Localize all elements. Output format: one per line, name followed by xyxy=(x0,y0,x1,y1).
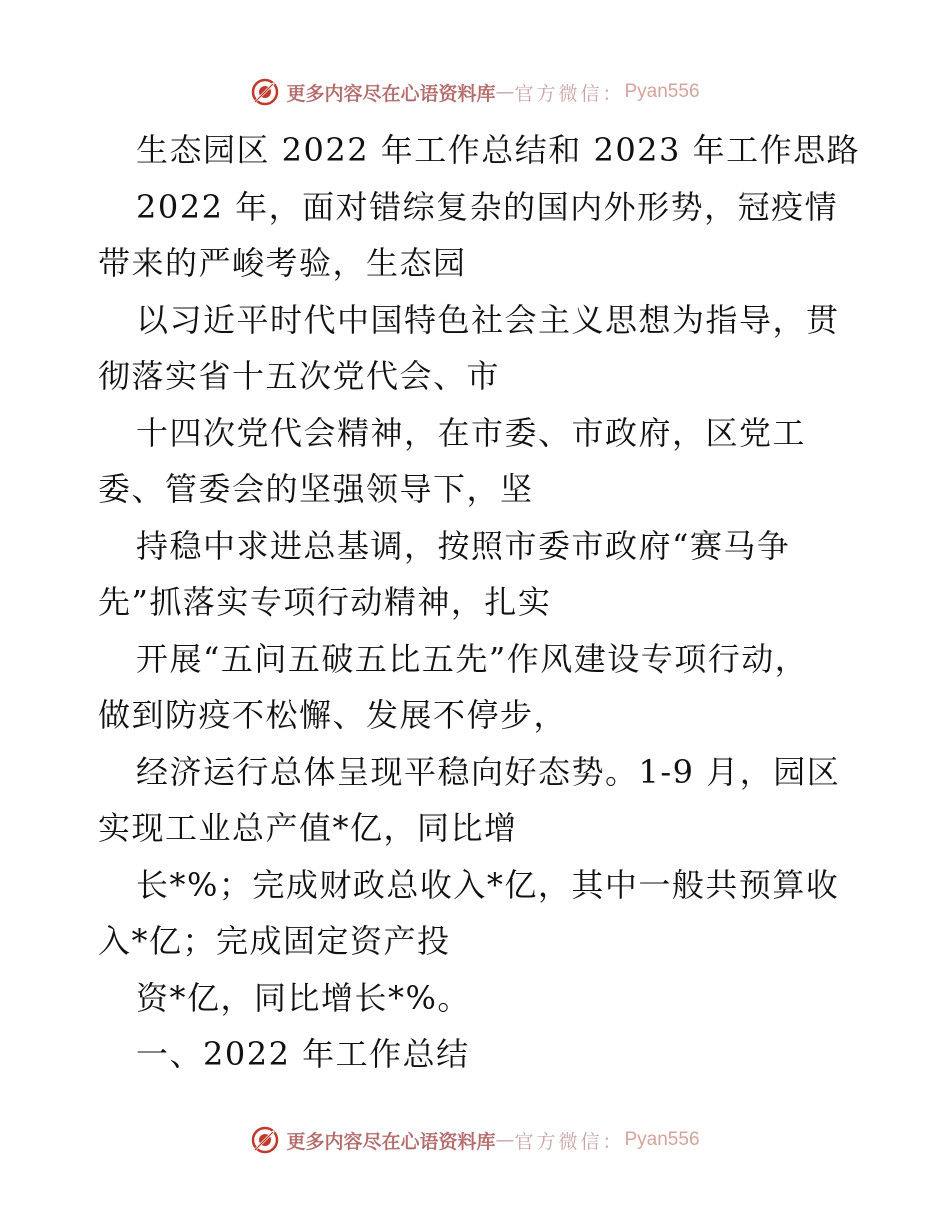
text-line: 入*亿；完成固定资产投 xyxy=(98,922,451,960)
text-line: 2022 年，面对错综复杂的国内外形势，冠疫情 xyxy=(136,187,839,226)
text-line: 一、2022 年工作总结 xyxy=(136,1035,470,1073)
watermark-main-text: 更多内容尽在心语资料库 xyxy=(286,82,496,105)
text-line: 经济运行总体呈现平稳向好态势。1-9 月，园区 xyxy=(136,752,841,791)
watermark-dash: — xyxy=(495,81,515,103)
header-watermark xyxy=(0,72,950,112)
watermark-label: 官方微信： xyxy=(514,82,625,105)
footer-watermark xyxy=(0,1120,950,1160)
text-line: 资*亿，同比增长*%。 xyxy=(136,978,471,1017)
document-title: 生态园区 2022 年工作总结和 2023 年工作思路 xyxy=(136,131,861,169)
document-body xyxy=(98,122,861,1083)
watermark-wechat-id: Pyan556 xyxy=(624,81,700,102)
text-line: 十四次党代会精神，在市委、市政府，区党工 xyxy=(136,413,807,452)
text-line: 彻落实省十五次党代会、市 xyxy=(98,357,501,395)
text-line: 开展“五问五破五比五先”作风建设专项行动， xyxy=(136,639,809,678)
text-line: 带来的严峻考验，生态园 xyxy=(98,244,467,282)
watermark-main-text: 更多内容尽在心语资料库 xyxy=(286,1130,496,1153)
watermark-label: 官方微信： xyxy=(514,1130,625,1153)
text-line: 长*%；完成财政总收入*亿，其中一般共预算收 xyxy=(136,865,840,904)
text-line: 先”抓落实专项行动精神，扎实 xyxy=(98,583,552,621)
text-line: 委、管委会的坚强领导下，坚 xyxy=(98,470,534,508)
logo-icon xyxy=(250,77,280,107)
watermark-dash: — xyxy=(495,1129,515,1151)
watermark-wechat-id: Pyan556 xyxy=(624,1129,700,1150)
text-line: 持稳中求进总基调，按照市委市政府“赛马争 xyxy=(136,526,791,565)
text-line: 以习近平时代中国特色社会主义思想为指导，贯 xyxy=(136,300,840,339)
logo-icon xyxy=(250,1125,280,1155)
text-line: 实现工业总产值*亿，同比增 xyxy=(98,809,518,847)
text-line: 做到防疫不松懈、发展不停步， xyxy=(98,696,568,734)
